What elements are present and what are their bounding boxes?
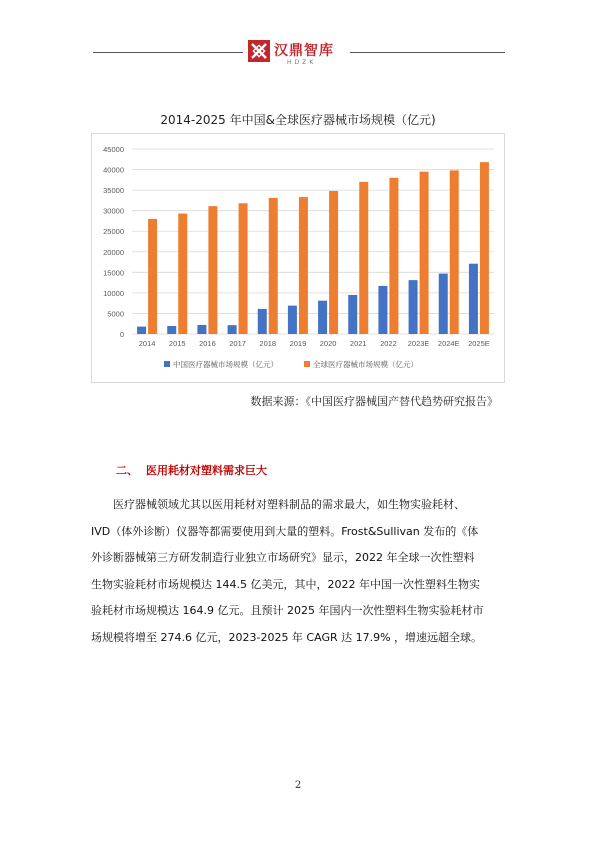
chart-svg [92,134,504,382]
y-tick-label: 35000 [103,186,124,196]
x-tick-label: 2025E [468,339,490,348]
bar-china [228,325,237,334]
legend-swatch [164,361,170,367]
legend-swatch [304,361,310,367]
bar-chart [91,133,505,383]
y-tick-label: 0 [119,330,124,339]
x-tick-label: 2019 [289,339,307,348]
bar-global [239,203,248,334]
bar-global [178,214,187,334]
bar-china [318,301,327,334]
x-tick-label: 2014 [138,339,156,348]
bar-global [329,191,338,334]
chart-title: 2014-2025 年中国&全球医疗器械市场规模（亿元) [160,113,436,127]
paragraph-line: 场规模将增至 274.6 亿元，2023-2025 年 CAGR 达 17.9% ，增速远超全球。 [91,630,483,644]
x-tick-label: 2021 [349,339,367,348]
y-tick-label: 20000 [103,247,124,257]
legend-label: 中国医疗器械市场规模（亿元） [173,360,278,369]
x-tick-label: 2018 [259,339,277,348]
page-number: 2 [294,780,302,791]
bar-china [378,286,387,334]
x-tick-label: 2017 [229,339,246,348]
section-heading [116,462,267,478]
y-tick-label: 10000 [103,288,124,298]
x-tick-label: 2020 [319,339,337,348]
paragraph-line: 医疗器械领域尤其以医用耗材对塑料制品的需求最大，如生物实验耗材、 [91,498,465,511]
bar-global [450,170,459,334]
bar-global [208,206,217,334]
hdzk-logo-icon [248,40,270,62]
body-paragraph [91,492,505,651]
x-tick-label: 2023E [407,339,430,348]
bar-china [197,325,206,334]
header-divider-left [93,52,243,53]
section-number: 二、 [116,464,138,477]
bar-china [288,306,297,334]
paragraph-line: 生物实验耗材市场规模达 144.5 亿美元，其中，2022 年中国一次性塑料生物实 [91,577,480,591]
bar-global [299,197,308,334]
brand-subtitle: HDZK [287,59,317,66]
x-tick-label: 2022 [380,339,397,348]
bar-global [480,162,489,334]
paragraph-line: IVD（体外诊断）仪器等都需要使用到大量的塑料。Frost&Sullivan 发布的《体 [91,524,479,538]
y-tick-label: 45000 [103,145,124,154]
header-divider-right [350,52,505,53]
bar-china [167,326,176,334]
legend-label: 全球医疗器械市场规模（亿元） [313,360,418,369]
bar-global [389,178,398,334]
bar-china [137,327,146,334]
x-tick-label: 2024E [437,339,460,348]
brand-name: 汉鼎智库 [274,43,334,59]
y-tick-label: 5000 [107,309,124,319]
chart-source: 数据来源：《中国医疗器械国产替代趋势研究报告》 [250,395,498,408]
bar-global [359,182,368,334]
bar-global [148,219,157,334]
bar-global [420,172,429,334]
bar-china [439,274,448,334]
paragraph-line: 外诊断器械第三方研发制造行业独立市场研究》显示，2022 年全球一次性塑料 [91,551,475,564]
bar-china [258,309,267,334]
section-title: 医用耗材对塑料需求巨大 [146,464,267,477]
y-tick-label: 40000 [103,165,124,175]
x-tick-label: 2015 [168,339,186,348]
bar-china [348,295,357,334]
bar-china [469,264,478,334]
y-tick-label: 30000 [103,206,124,216]
y-tick-label: 25000 [103,227,124,237]
bar-china [409,280,418,334]
y-tick-label: 15000 [103,268,124,278]
x-tick-label: 2016 [199,339,216,348]
paragraph-line: 验耗材市场规模达 164.9 亿元。且预计 2025 年国内一次性塑料生物实验耗材市 [91,604,484,617]
bar-global [269,198,278,334]
